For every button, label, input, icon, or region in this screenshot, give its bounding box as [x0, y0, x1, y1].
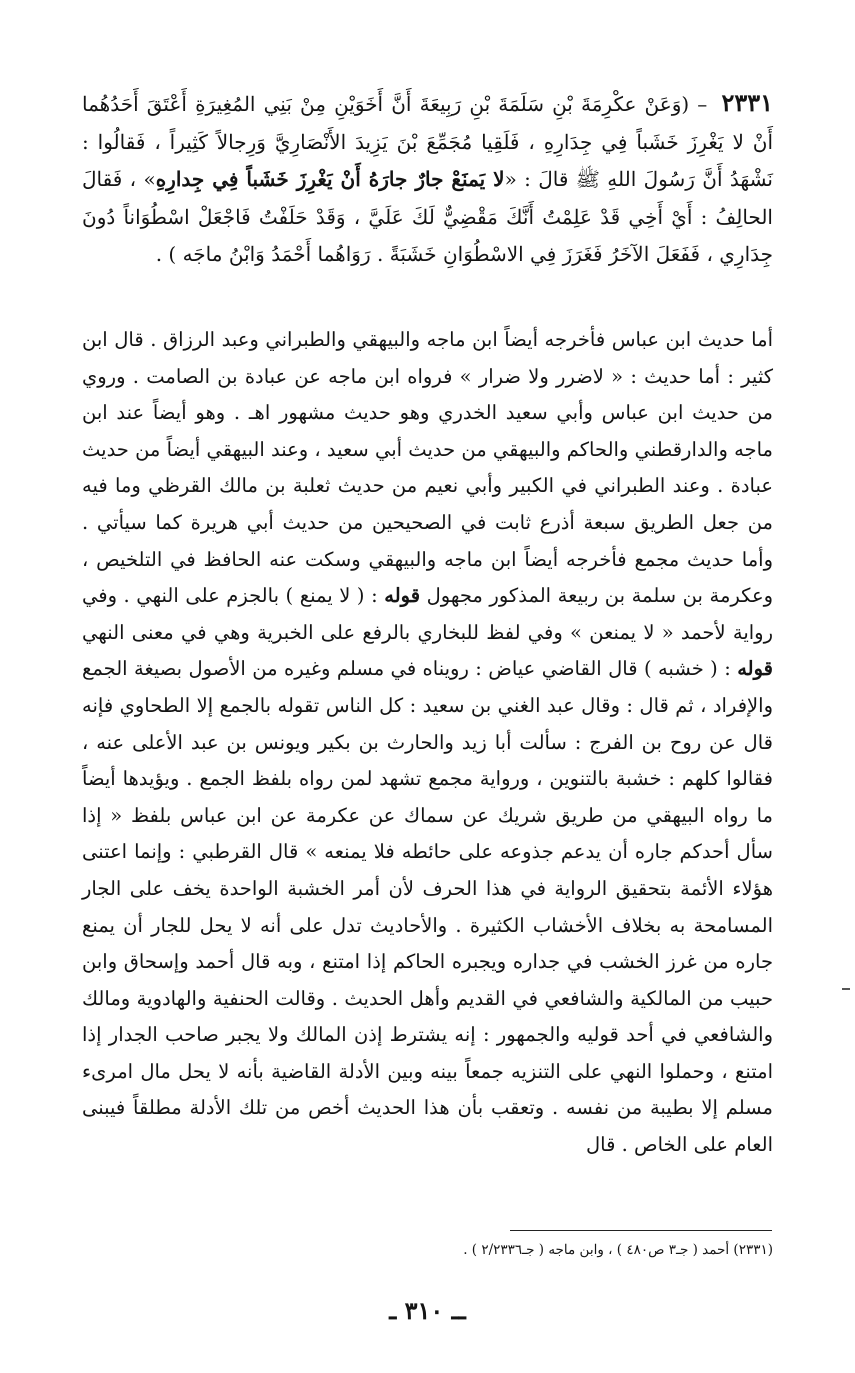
- hadith-prophetic-quote: لا يَمنَعْ جارٌ جارَهُ أَنْ يَغْرِزَ خَشَباً فِي جِدارِهِ: [155, 167, 505, 191]
- commentary-text: [82, 322, 773, 1164]
- commentary-keyword-2: قوله: [737, 657, 773, 681]
- commentary-keyword-1: قوله: [384, 584, 421, 608]
- footnote: (٢٣٣١) أحمد ( جـ٣ ص٤٨٠ ) ، وابن ماجه ( جـ٢/٢٣٣٦ ) .: [463, 1242, 773, 1258]
- commentary-part-3: : ( خشبه ) قال القاضي عياض : رويناه في مسلم وغيره من الأصول بصيغة الجمع والإفراد ، ثم قال : وقال عبد الغني بن سعيد : كل الناس تقوله بالجمع إلا الطحاوي فإنه قال عن روح بن الفرج : سألت أبا زيد والحارث بن بكير ويونس بن عبد الأعلى عنه ، فقالوا كلهم : خشبة بالتنوين ، ورواية مجمع تشهد لمن رواه بلفظ الجمع . ويؤيدها أيضاً ما رواه البيهقي من طريق شريك عن سماك عن عكرمة عن ابن عباس بلفظ « إذا سأل أحدكم جاره أن يدعم جذوعه على حائطه فلا يمنعه » قال القرطبي : وإنما اعتنى هؤلاء الأئمة بتحقيق الرواية في هذا الحرف لأن أمر الخشبة الواحدة يخف على الجار المسامحة به بخلاف الأخشاب الكثيرة . والأحاديث تدل على أنه لا يحل للجار أن يمنع جاره من غرز الخشب في جداره ويجبره الحاكم إذا امتنع ، وبه قال أحمد وإسحاق وابن حبيب من المالكية والشافعي في القديم وأهل الحديث . وقالت الحنفية والهادوية ومالك والشافعي في أحد قوليه والجمهور : إنه يشترط إذن المالك ولا يجبر صاحب الجدار إذا امتنع ، وحملوا النهي على التنزيه جمعاً بينه وبين الأدلة القاضية بأنه لا يحل مال امرىء مسلم إلا بطيبة من نفسه . وتعقب بأن هذا الحديث أخص من تلك الأدلة مطلقاً فيبنى العام على الخاص . قال: [82, 657, 773, 1157]
- hadith-number: ٢٣٣١: [721, 88, 774, 117]
- page-number: ــ ٣١٠ ـ: [389, 1296, 466, 1325]
- hadith-text: [82, 84, 773, 274]
- hadith-text-before: – (وَعَنْ عكْرِمَةَ بْنِ سَلَمَةَ بْنِ رَبِيعَةَ أَنَّ أَخَوَيْنِ مِنْ بَنِي المُغِيرَةِ أَعْتَقَ أَحَدُهُما أَنْ لا يَغْرِزَ خَشَباً فِي جِدَارِهِ ، فَلَقِيا مُجَمِّعَ بْنَ يَزِيدَ الأَنْصَارِيَّ وَرِجالاً كَثِيراً ، فَقالُوا : نَشْهَدُ أَنَّ رَسُولَ اللهِ ﷺ قالَ : «: [82, 92, 773, 191]
- footnote-divider: [510, 1230, 772, 1231]
- margin-mark: [842, 988, 850, 990]
- hadith-text-after: » ، فَقالَ الحالِفُ : أَيْ أَخِي قَدْ عَلِمْتُ أَنَّكَ مَقْضِيٌّ لَكَ عَلَيَّ ، وَقَدْ حَلَفْتُ فَاجْعَلْ اسْطُوَاناً دُونَ جِدَارِي ، فَفَعَلَ الآخَرُ فَغَرَزَ فِي الاسْطُوَانِ خَشَبَةً . رَوَاهُما أَحْمَدُ وَابْنُ ماجَه ) .: [82, 167, 773, 266]
- commentary-part-1: أما حديث ابن عباس فأخرجه أيضاً ابن ماجه والبيهقي والطبراني وعبد الرزاق . قال ابن كثير : أما حديث : « لاضرر ولا ضرار » فرواه ابن ماجه عن عبادة بن الصامت . وروي من حديث ابن عباس وأبي سعيد الخدري وهو حديث مشهور اهـ . وهو أيضاً عند ابن ماجه والدارقطني والحاكم والبيهقي من حديث أبي سعيد ، وعند البيهقي أيضاً من حديث عبادة . وعند الطبراني في الكبير وأبي نعيم من حديث ثعلبة بن مالك القرظي وما فيه من جعل الطريق سبعة أذرع ثابت في الصحيحين من حديث أبي هريرة كما سيأتي . وأما حديث مجمع فأخرجه أيضاً ابن ماجه والبيهقي وسكت عنه الحافظ في التلخيص ، وعكرمة بن سلمة بن ربيعة المذكور مجهول: [82, 328, 773, 608]
- commentary-part-2: : ( لا يمنع ) بالجزم على النهي . وفي رواية لأحمد « لا يمنعن » وفي لفظ للبخاري بالرفع على الخبرية وهي في معنى النهي: [82, 584, 773, 644]
